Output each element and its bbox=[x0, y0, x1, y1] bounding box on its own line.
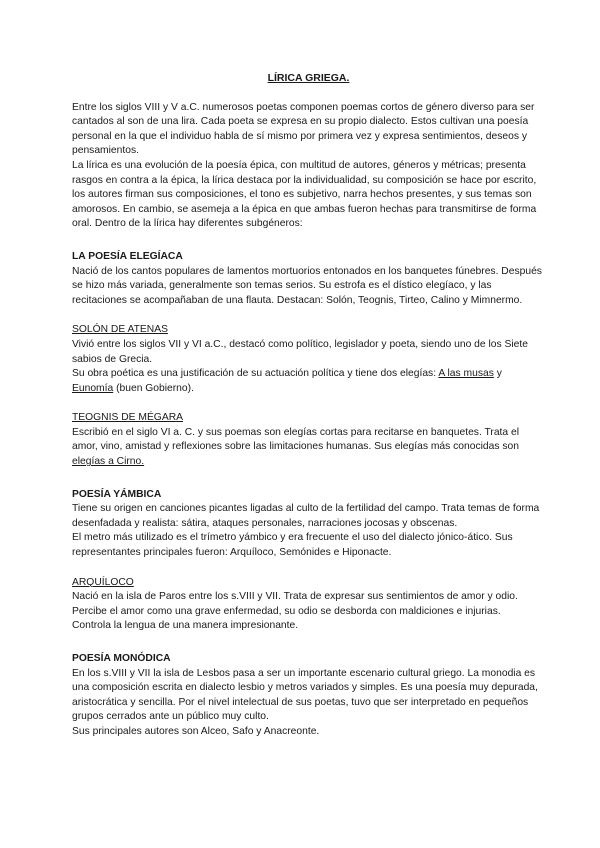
solon-paragraph-2 bbox=[72, 367, 542, 396]
section-yambica bbox=[72, 488, 542, 561]
intro-paragraph-1: Entre los siglos VIII y V a.C. numerosos poetas componen poemas cortos de género diverso para ser cantados al son de una lira. Cada poeta se expresa en su propio dialecto. Estos cultivan una poesía personal en la que el individuo habla de sí mismo por primera vez y expresa sentimientos, deseos y pensamientos. bbox=[72, 101, 535, 157]
heading-monodica: POESÍA MONÓDICA bbox=[72, 653, 171, 664]
section-solon bbox=[72, 323, 542, 396]
work-elegias-a-cirno: elegías a Cirno. bbox=[72, 456, 145, 468]
monodica-paragraph-2: Sus principales autores son Alceo, Safo y Anacreonte. bbox=[72, 725, 320, 737]
work-eunomia: Eunomía bbox=[72, 382, 114, 394]
teognis-paragraph-1 bbox=[72, 426, 542, 470]
heading-yambica: POESÍA YÁMBICA bbox=[72, 488, 162, 500]
heading-elegiaca: LA POESÍA ELEGÍACA bbox=[72, 250, 183, 262]
intro-paragraph-2: La lírica es una evolución de la poesía épica, con multitud de autores, géneros y métricas; presenta rasgos en contra a la épica, la lírica destaca por la individualidad, su composición se hace por escrito, los autores firman sus composiciones, el tono es subjetivo, narra hechos presentes, y sus temas son amorosos. En cambio, se asemeja a la épica en que ambas fueron hechas para transmitirse de forma oral. Dentro de la lírica hay diferentes subgéneros: bbox=[72, 159, 537, 230]
monodica-paragraph-1: En los s.VIII y VII la isla de Lesbos pasa a ser un importante escenario cultural griego. La monodia es una composición escrita en dialecto lesbio y metros variados y simples. Es una poesía muy depurada, aristocrática y sencilla. Por el nivel intelectual de sus poetas, tuvo que ser interpretado en pequeños grupos cerrados ante un público muy culto. bbox=[72, 667, 538, 723]
yambica-paragraph-2: El metro más utilizado es el trímetro yámbico y era frecuente el uso del dialecto jónico-ático. Sus representantes principales fueron: Arquíloco, Semónides e Hiponacte. bbox=[72, 532, 513, 559]
yambica-paragraph-1: Tiene su origen en canciones picantes ligadas al culto de la fertilidad del campo. Trata temas de forma desenfadada y realista: sátira, ataques personales, narraciones jocosas y obscenas. bbox=[72, 503, 540, 529]
section-elegiaca bbox=[72, 250, 542, 308]
intro-section bbox=[72, 101, 542, 232]
section-arquiloco bbox=[72, 576, 542, 634]
teognis-p1-pre: Escribió en el siglo VI a. C. y sus poemas son elegías cortas para recitarse en banquetes. Trata el amor, vino, amistad y reflexiones sobre las limitaciones humanas. Sus elegías más conocidas son bbox=[72, 426, 520, 453]
solon-p2-pre: Su obra poética es una justificación de su actuación política y tiene dos elegías: bbox=[72, 368, 439, 380]
heading-teognis: TEOGNIS DE MÉGARA bbox=[72, 412, 183, 424]
solon-p2-post: (buen Gobierno). bbox=[113, 382, 194, 394]
elegiaca-paragraph-1: Nació de los cantos populares de lamentos mortuorios entonados en los banquetes fúnebres. Después se hizo más variada, generalmente son temas serios. Su estrofa es el dístico elegíaco, y las recitaciones se acompañaban de una flauta. Destacan: Solón, Teognis, Tirteo, Calino y Mimnermo. bbox=[72, 265, 542, 306]
solon-p2-mid: y bbox=[493, 368, 502, 380]
heading-arquiloco: ARQUÍLOCO bbox=[72, 576, 134, 588]
section-teognis bbox=[72, 411, 542, 469]
work-a-las-musas: A las musas bbox=[438, 368, 494, 380]
document-title: LÍRICA GRIEGA. bbox=[267, 72, 350, 84]
document-body bbox=[72, 71, 542, 740]
solon-paragraph-1: Vivió entre los siglos VII y VI a.C., destacó como político, legislador y poeta, siendo uno de los Siete sabios de Grecia. bbox=[72, 338, 528, 365]
section-monodica bbox=[72, 652, 542, 740]
heading-solon: SOLÓN DE ATENAS bbox=[72, 324, 168, 336]
arquiloco-paragraph-1: Nació en la isla de Paros entre los s.VIII y VII. Trata de expresar sus sentimientos de amor y odio. Percibe el amor como una grave enfermedad, su odio se desborda con maldiciones e injurias. Controla la lengua de una manera impresionante. bbox=[72, 591, 518, 632]
